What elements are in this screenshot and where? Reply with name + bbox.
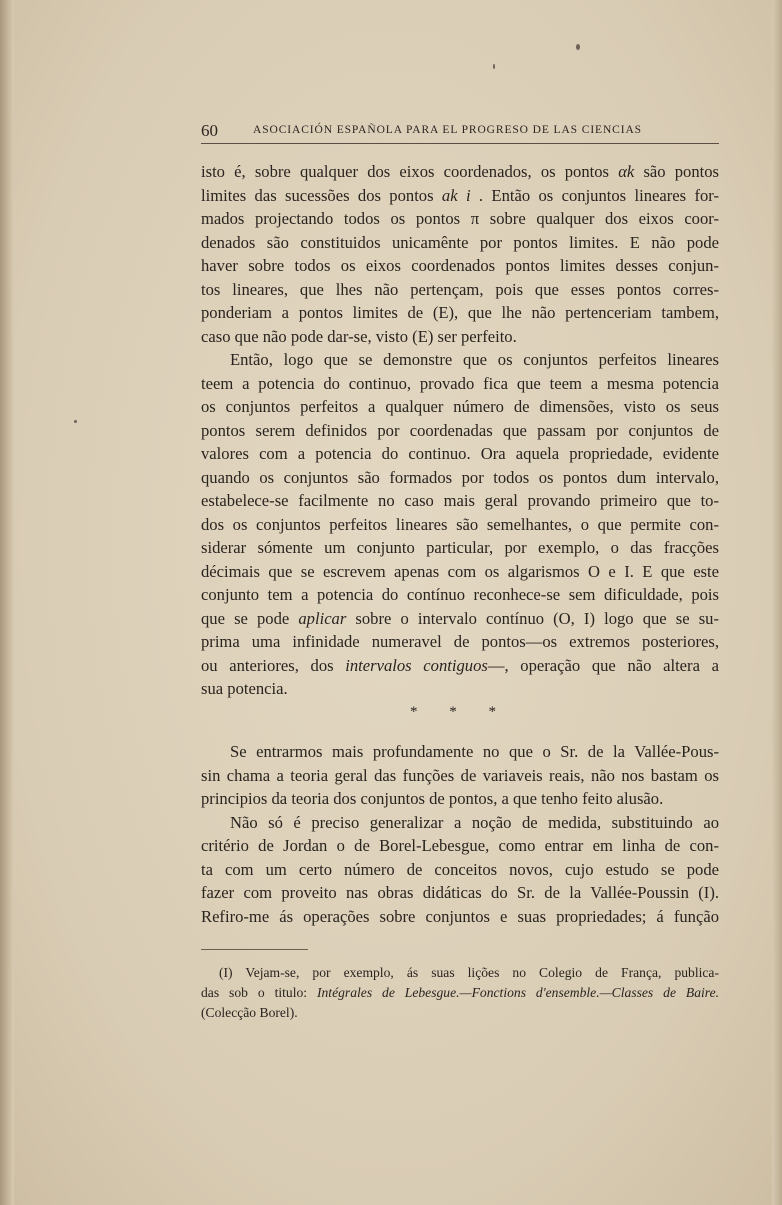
text-line: dos os conjuntos perfeitos lineares são semelhantes, o que permite con- [201,514,719,534]
text-line: teem a potencia do continuo, provado fica que teem a mesma potencia [201,373,719,393]
main-text-upper [201,160,719,701]
running-header [201,121,719,144]
footnote-line: (Colecção Borel). [201,1005,298,1020]
text-line: décimais que se escrevem apenas com os algarismos O e I. E que este [201,561,719,581]
footnote-divider [201,949,308,950]
paper-speck [576,44,580,50]
text-line: Refiro-me ás operações sobre conjuntos e suas propriedades; á função [201,906,719,926]
text-line: pontos serem definidos por coordenadas que passam por conjuntos de [201,420,719,440]
text-line: prima uma infinidade numeravel de pontos—os extremos posteriores, [201,632,719,651]
section-separator: * * * [410,704,510,720]
text-line: Então, logo que se demonstre que os conjuntos perfeitos lineares [230,350,719,369]
page-edge [772,0,782,1205]
text-line: ta com um certo número de conceitos novos, cujo estudo se pode [201,859,719,879]
text-line: principios da teoria dos conjuntos de pontos, a que tenho feito alusão. [201,789,664,808]
footnote-line: das sob o titulo: Intégrales de Lebesgue.—Fonctions d'ensemble.—Classes de Baire. [201,985,719,1000]
text-line: siderar sómente um conjunto particular, por exemplo, o das fracções [201,538,719,557]
text-line: ou anteriores, dos intervalos contiguos—, operação que não altera a [201,655,719,675]
text-line: os conjuntos perfeitos a qualquer número de dimensões, visto os seus [201,397,719,416]
text-line: isto é, sobre qualquer dos eixos coordenados, os pontos αk são pontos [201,162,719,181]
paper-speck [493,64,495,69]
text-line: que se pode aplicar sobre o intervalo contínuo (O, I) logo que se su- [201,608,719,628]
text-line: valores com a potencia do continuo. Ora aquela propriedade, evidente [201,444,719,463]
paper-speck [74,420,77,423]
text-line: Se entrarmos mais profundamente no que o Sr. de la Vallée-Pous- [230,742,719,761]
text-line: haver sobre todos os eixos coordenados pontos limites desses conjun- [201,256,719,275]
running-head-title: ASOCIACIÓN ESPAÑOLA PARA EL PROGRESO DE LAS CIENCIAS [253,124,642,136]
text-line: quando os conjuntos são formados por todos os pontos dum intervalo, [201,467,719,487]
text-line: sua potencia. [201,679,288,698]
footnote-line: (I) Vejam-se, por exemplo, ás suas lições no Colegio de França, publica- [219,965,719,980]
text-line: mados projectando todos os pontos π sobre qualquer dos eixos coor- [201,209,719,228]
text-line: limites das sucessões dos pontos ak i . Então os conjuntos lineares for- [201,185,720,205]
footnote [201,963,719,1023]
text-line: caso que não pode dar-se, visto (E) ser perfeito. [201,326,517,346]
text-line: sin chama a teoria geral das funções de variaveis reais, não nos bastam os [201,765,719,785]
text-line: critério de Jordan o de Borel-Lebesgue, como entrar em linha de con- [201,836,719,855]
book-spine-shadow [0,0,14,1205]
text-line: Não só é preciso generalizar a noção de medida, substituindo ao [230,812,719,832]
text-line: ponderiam a pontos limites de (E), que lhe não pertenceriam tambem, [201,303,719,322]
text-line: conjunto tem a potencia do contínuo reconhece-se sem dificuldade, pois [201,585,719,604]
main-text-lower [201,740,719,928]
text-line: denados são constituidos unicamênte por pontos limites. E não pode [201,232,719,252]
text-line: estabelece-se facilmente no caso mais geral provando primeiro que to- [201,491,719,510]
page-number: 60 [201,121,218,140]
text-line: fazer com proveito nas obras didáticas do Sr. de la Vallée-Poussin (I). [201,883,719,902]
text-line: tos lineares, que lhes não pertençam, pois que esses pontos corres- [201,279,719,299]
